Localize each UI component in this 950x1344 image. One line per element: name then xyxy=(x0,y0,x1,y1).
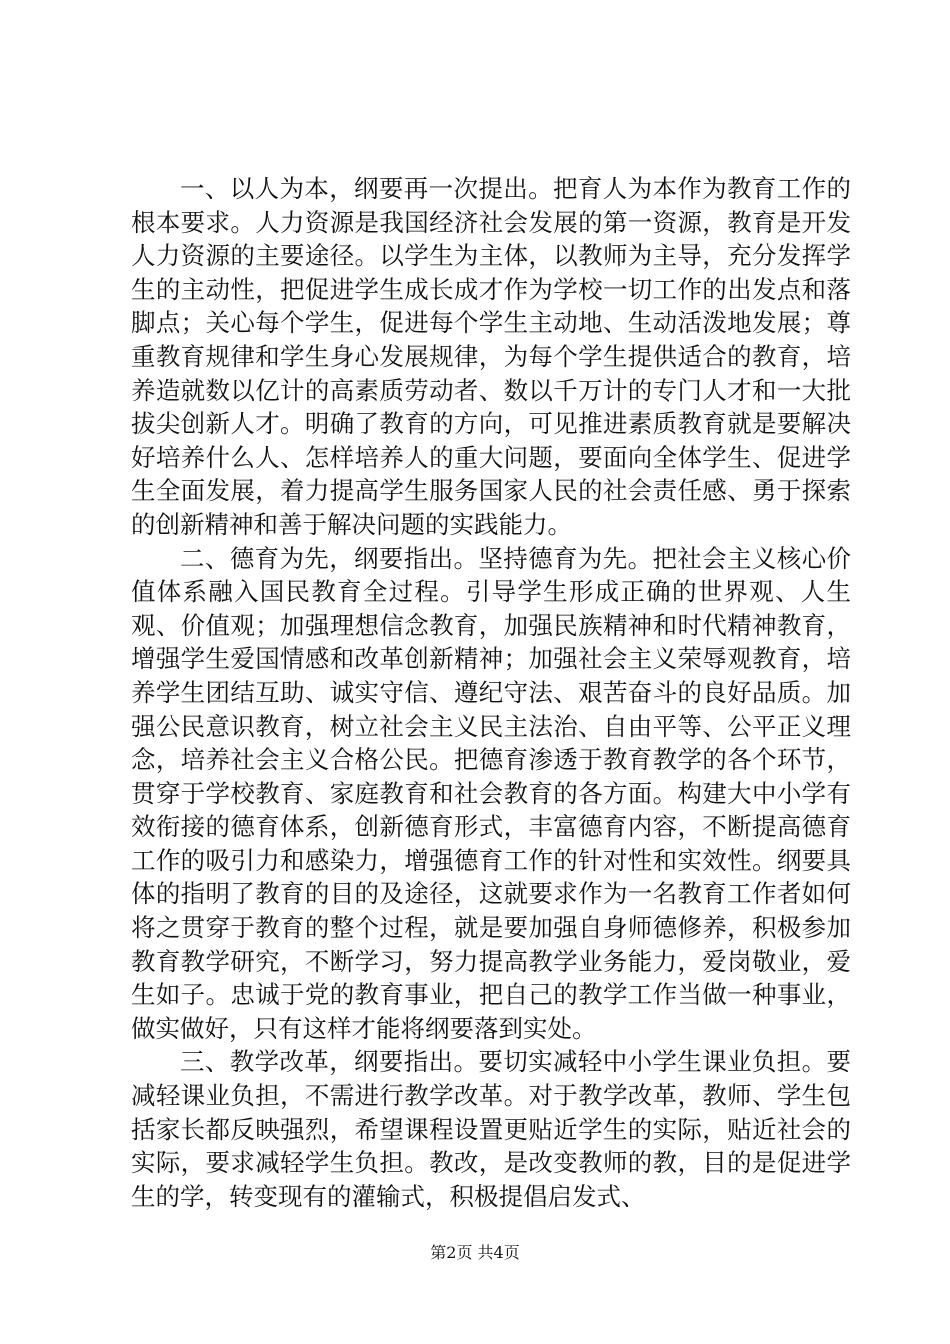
paragraph-1: 一、以人为本，纲要再一次提出。把育人为本作为教育工作的根本要求。人力资源是我国经济社会发展的第一资源，教育是开发人力资源的主要途径。以学生为主体，以教师为主导，充分发挥学生的主动性，把促进学生成长成才作为学校一切工作的出发点和落脚点；关心每个学生，促进每个学生主动地、生动活泼地发展；尊重教育规律和学生身心发展规律，为每个学生提供适合的教育，培养造就数以亿计的高素质劳动者、数以千万计的专门人才和一大批拔尖创新人才。明确了教育的方向，可见推进素质教育就是要解决好培养什么人、怎样培养人的重大问题，要面向全体学生、促进学生全面发展，着力提高学生服务国家人民的社会责任感、勇于探索的创新精神和善于解决问题的实践能力。 xyxy=(131,174,851,539)
document-body xyxy=(131,172,851,1213)
page-footer: 第2页 共4页 xyxy=(430,1243,520,1262)
paragraph-3: 三、教学改革，纲要指出。要切实减轻中小学生课业负担。要减轻课业负担，不需进行教学改革。对于教学改革，教师、学生包括家长都反映强烈，希望课程设置更贴近学生的实际，贴近社会的实际，要求减轻学生负担。教改，是改变教师的教，目的是促进学生的学，转变现有的灌输式，积极提倡启发式、 xyxy=(131,1047,851,1211)
paragraph-2: 二、德育为先，纲要指出。坚持德育为先。把社会主义核心价值体系融入国民教育全过程。引导学生形成正确的世界观、人生观、价值观；加强理想信念教育，加强民族精神和时代精神教育，增强学生爱国情感和改革创新精神；加强社会主义荣辱观教育，培养学生团结互助、诚实守信、遵纪守法、艰苦奋斗的良好品质。加强公民意识教育，树立社会主义民主法治、自由平等、公平正义理念，培养社会主义合格公民。把德育渗透于教育教学的各个环节，贯穿于学校教育、家庭教育和社会教育的各方面。构建大中小学有效衔接的德育体系，创新德育形式，丰富德育内容，不断提高德育工作的吸引力和感染力，增强德育工作的针对性和实效性。纲要具体的指明了教育的目的及途径，这就要求作为一名教育工作者如何将之贯穿于教育的整个过程，就是要加强自身师德修养，积极参加教育教学研究，不断学习，努力提高教学业务能力，爱岗敬业，爱生如子。忠诚于党的教育事业，把自己的教学工作当做一种事业，做实做好，只有这样才能将纲要落到实处。 xyxy=(131,543,851,1043)
